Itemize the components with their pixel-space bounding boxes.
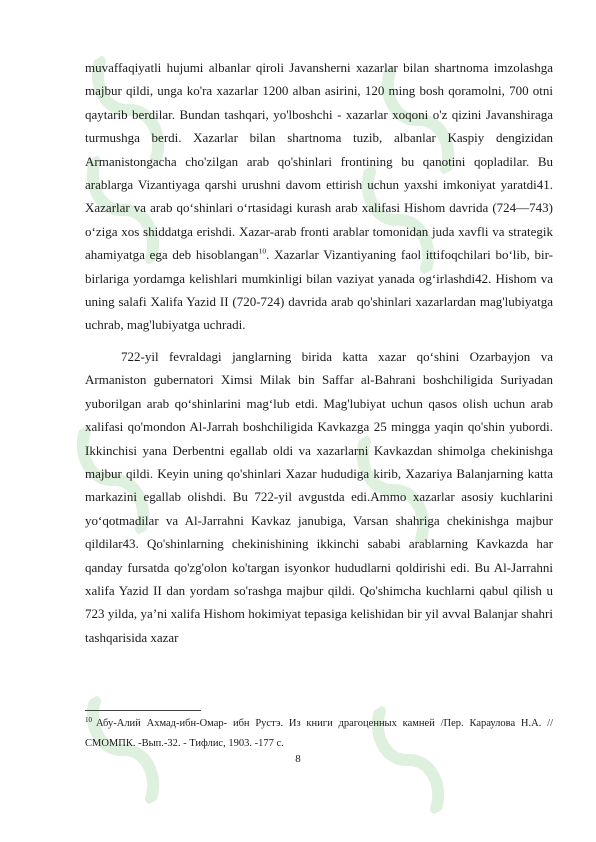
paragraph-2: 722-yil fevraldagi janglarning birida katta xazar qo‘shini Ozarbayjon va Armaniston gubernatori Ximsi Milak bin Saffar al-Bahrani boshchiligida Suriyadan yuborilgan arab qo‘shinlarini mag‘lub etdi. Mag'lubiyat uchun qasos olish uchun arab xalifasi qo'mondon Al-Jarrah boshchiligida Kavkazga 25 mingga yaqin qo'shin yubordi. Ikkinchisi yana Derbentni egallab oldi va xazarlarni Kavkazdan shimolga chekinishga majbur qildi. Keyin uning qo'shinlari Xazar hududiga kirib, Xazariya Balanjarning katta markazini egallab olishdi. Bu 722-yil avgustda edi.Ammo xazarlar asosiy kuchlarini yo‘qotmadilar va Al-Jarrahni Kavkaz janubiga, Varsan shahriga chekinishga majbur qildilar43. Qo'shinlarning chekinishining ikkinchi sababi arablarning Kavkazda har qanday fursatda qo'zg'olon ko'targan isyonkor hududlarni qoldirishi edi. Bu Al-Jarrahni xalifa Yazid II dan yordam so'rashga majbur qildi. Qo'shimcha kuchlarni qabul qilish u 723 yilda, ya’ni xalifa Hishom hokimiyat tepasiga kelishidan bir yil avval Balanjar shahri tashqarisida xazar [85, 348, 553, 645]
footnote-text: Абу-Алий Ахмад-ибн-Омар- ибн Рустэ. Из книги драгоценных камней /Пер. Караулова Н.А. // СМОМПК. -Вып.-32. - Тифлис, 1903. -177 с. [85, 718, 553, 749]
paragraph-1-text-b: . Xazarlar Vizantiyaning faol ittifoqchilari bo‘lib, bir-birlariga yordamga kelishlari mumkinligi bilan vaziyat yanada og‘irlashdi42. Hishom va uning salafi Xalifa Yazid II (720-724) davrida arab qo'shinlari xazarlardan mag'lubiyatga uchrab, mag'lubiyatga uchradi. [85, 247, 553, 333]
paragraph-1-text-a: muvaffaqiyatli hujumi albanlar qiroli Javansherni xazarlar bilan shartnoma imzolashga majbur qildi, unga ko'ra xazarlar 1200 alban asirini, 120 ming bosh qoramolni, 700 otni qaytarib berdilar. Bundan tashqari, yo'lboshchi - xazarlar xoqoni o'z qizini Javanshiraga turmushga berdi. Xazarlar bilan shartnoma tuzib, albanlar Kaspiy dengizidan Armanistongacha cho'zilgan arab qo'shinlari frontining bu qanotini qopladilar. Bu arablarga Vizantiyaga qarshi urushni davom ettirish uchun yaxshi imkoniyat yaratdi41. Xazarlar va arab qo‘shinlari o‘rtasidagi kurash arab xalifasi Hishom davrida (724—743) o‘ziga xos shiddatga erishdi. Xazar-arab fronti arablar tomonidan juda xavfli va strategik ahamiyatga ega deb hisoblangan [85, 60, 553, 263]
page-number: 8 [295, 753, 301, 765]
footnote-reference[interactable]: 10 [258, 246, 267, 256]
paragraph-1 [85, 56, 553, 337]
footnote-divider [85, 710, 201, 711]
footnote-mark: 10 [85, 715, 92, 724]
body-text [85, 56, 553, 649]
footnote [85, 714, 553, 754]
